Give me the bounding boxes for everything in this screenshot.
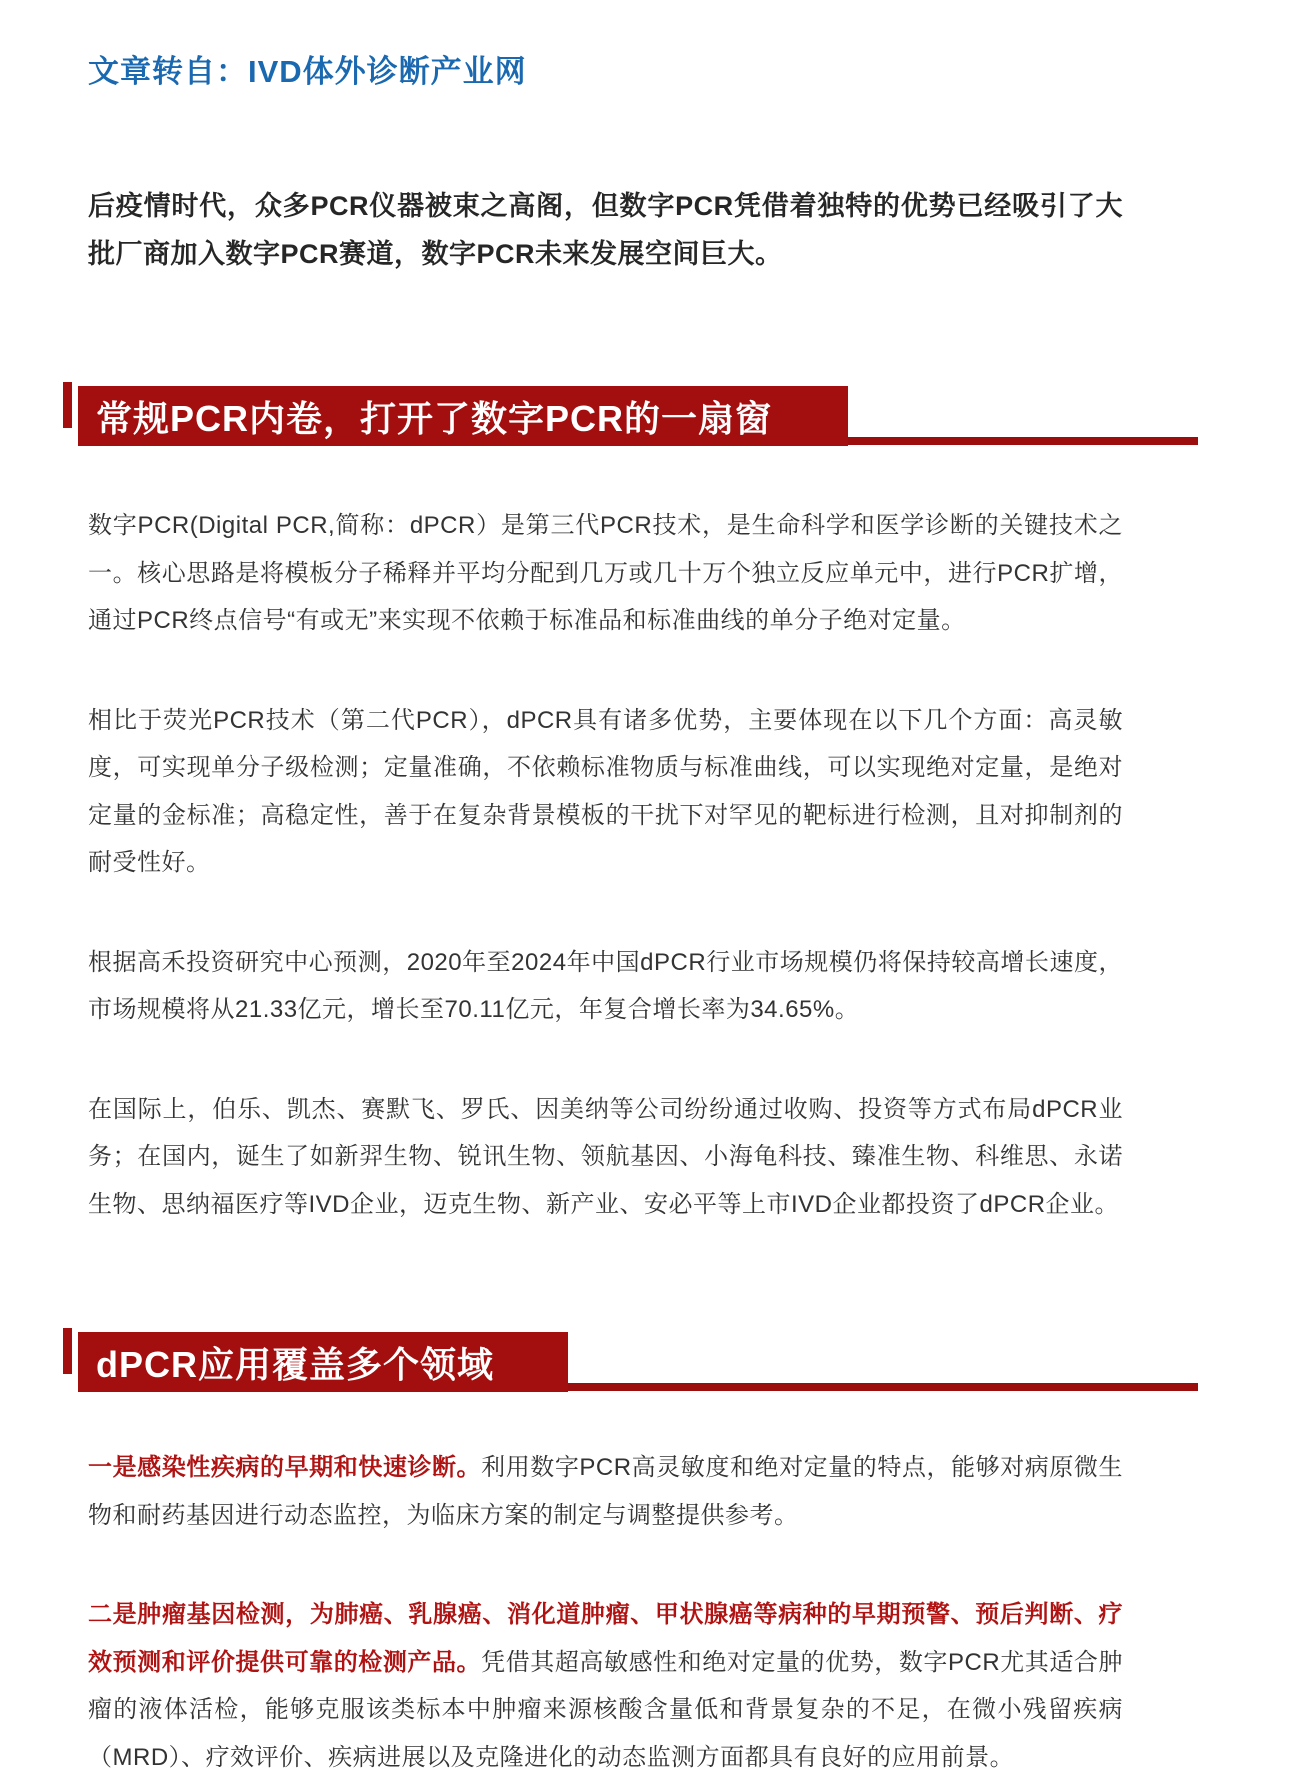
banner-accent-bar [63,1328,72,1374]
banner-underline [568,1383,1198,1391]
application-body-infectious: 利用数字PCR高灵敏度和绝对定量的特点，能够对病原微生物和耐药基因进行动态监控，为临床方案的制定与调整提供参考。 [88,1454,1124,1529]
application-lead-infectious: 一是感染性疾病的早期和快速诊断。 [88,1454,482,1481]
banner-background [78,1332,568,1392]
paragraph-application-infectious [88,1444,1123,1539]
paragraph-market-forecast: 根据高禾投资研究中心预测，2020年至2024年中国dPCR行业市场规模仍将保持较高增长速度，市场规模将从21.33亿元，增长至70.11亿元，年复合增长率为34.65%。 [88,948,1123,1023]
section-banner-pcr-window [78,386,1123,446]
section-banner-applications [78,1332,1123,1392]
paragraph-dpcr-definition: 数字PCR(Digital PCR,简称：dPCR）是第三代PCR技术，是生命科学和医学诊断的关键技术之一。核心思路是将模板分子稀释并平均分配到几万或几十万个独立反应单元中，进行PCR扩增，通过PCR终点信号“有或无”来实现不依赖于标准品和标准曲线的单分子绝对定量。 [88,512,1123,634]
banner-accent-bar [63,382,72,428]
application-body-tumor: 凭借其超高敏感性和绝对定量的优势，数字PCR尤其适合肿瘤的液体活检，能够克服该类标本中肿瘤来源核酸含量低和背景复杂的不足，在微小残留疾病（MRD）、疗效评价、疾病进展以及克隆进化的动态监测方面都具有良好的应用前景。 [88,1648,1124,1771]
source-attribution-header: 文章转自：IVD体外诊断产业网 [88,54,527,89]
application-lead-tumor: 二是肿瘤基因检测，为肺癌、乳腺癌、消化道肿瘤、甲状腺癌等病种的早期预警、预后判断、疗效预测和评价提供可靠的检测产品。 [88,1601,1123,1676]
section-title: dPCR应用覆盖多个领域 [96,1343,494,1385]
intro-paragraph: 后疫情时代，众多PCR仪器被束之高阁，但数字PCR凭借着独特的优势已经吸引了大批厂商加入数字PCR赛道，数字PCR未来发展空间巨大。 [88,191,1123,269]
banner-underline [848,437,1198,445]
paragraph-companies: 在国际上，伯乐、凯杰、赛默飞、罗氏、因美纳等公司纷纷通过收购、投资等方式布局dPCR业务；在国内，诞生了如新羿生物、锐讯生物、领航基因、小海龟科技、臻准生物、科维思、永诺生物、思纳福医疗等IVD企业，迈克生物、新产业、安必平等上市IVD企业都投资了dPCR企业。 [88,1095,1123,1218]
banner-background [78,386,848,446]
section-title: 常规PCR内卷，打开了数字PCR的一扇窗 [96,397,773,439]
paragraph-application-tumor [88,1591,1123,1781]
paragraph-dpcr-advantages: 相比于荧光PCR技术（第二代PCR），dPCR具有诸多优势，主要体现在以下几个方面：高灵敏度，可实现单分子级检测；定量准确，不依赖标准物质与标准曲线，可以实现绝对定量，是绝对定量的金标准；高稳定性，善于在复杂背景模板的干扰下对罕见的靶标进行检测，且对抑制剂的耐受性好。 [88,706,1123,876]
